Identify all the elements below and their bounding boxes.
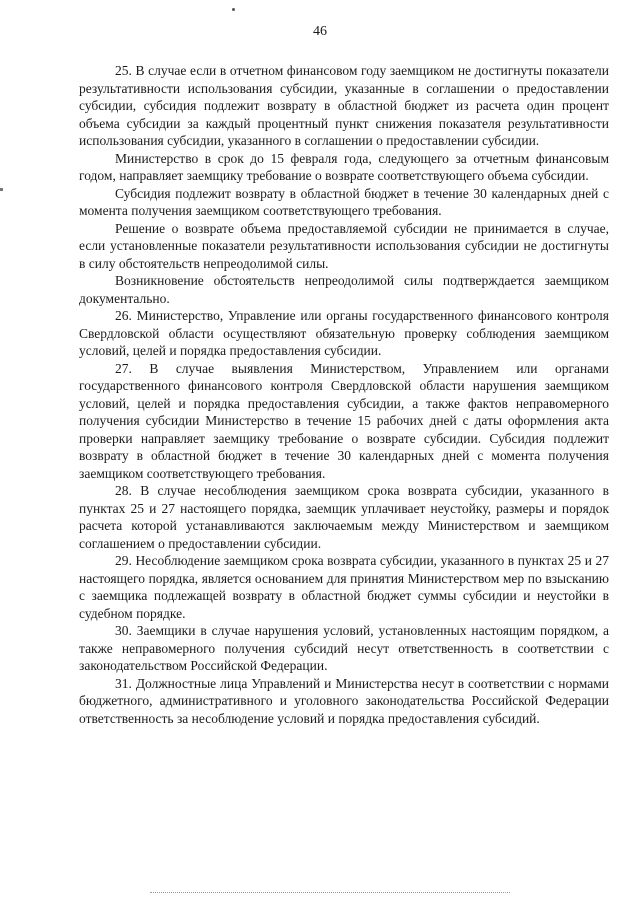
paragraph-27: 27. В случае выявления Министерством, Управлением или органами государственного финансового контроля Свердловской области нарушения заемщиком условий, целей и порядка предоставления субсидии, а также фактов неправомерного получения субсидии Министерство в течение 15 рабочих дней с даты оформления акта проверки направляет заемщику требование о возврате субсидии. Субсидия подлежит возврату в областной бюджет в течение 30 календарных дней с момента получения заемщиком соответствующего требования.: [79, 360, 609, 481]
paragraph-26: 26. Министерство, Управление или органы государственного финансового контроля Свердловской области осуществляют обязательную проверку соблюдения заемщиком условий, целей и порядка предоставления субсидии.: [79, 308, 609, 358]
paragraph-30: 30. Заемщики в случае нарушения условий, установленных настоящим порядком, а также неправомерного получения субсидий несут ответственность в соответствии с законодательством Российской Федерации.: [79, 623, 609, 673]
paragraph-25-deadline: Субсидия подлежит возврату в областной бюджет в течение 30 календарных дней с момента получения заемщиком соответствующего требования.: [79, 185, 609, 218]
scan-speck: [232, 8, 235, 11]
document-body: [79, 62, 609, 727]
paragraph-25-notice: Министерство в срок до 15 февраля года, следующего за отчетным финансовым годом, направляет заемщику требование о возврате соответствующего объема субсидии.: [79, 150, 609, 183]
paragraph-29: 29. Несоблюдение заемщиком срока возврата субсидии, указанного в пунктах 25 и 27 настоящего порядка, является основанием для принятия Министерством мер по взысканию с заемщика подлежащей возврату в областной бюджет суммы субсидии и неустойки в судебном порядке.: [79, 553, 609, 621]
paragraph-25-evidence: Возникновение обстоятельств непреодолимой силы подтверждается заемщиком документально.: [79, 273, 609, 306]
paragraph-25: 25. В случае если в отчетном финансовом году заемщиком не достигнуты показатели результативности использования субсидии, указанные в соглашении о предоставлении субсидии, субсидия подлежит возврату в областной бюджет из расчета один процент объема субсидии за каждый процентный пункт снижения показателя результативности использования субсидии, указанного в соглашении о предоставлении субсидии.: [79, 63, 609, 148]
scan-edge-mark: [150, 892, 510, 893]
paragraph-28: 28. В случае несоблюдения заемщиком срока возврата субсидии, указанного в пунктах 25 и 27 настоящего порядка, заемщик уплачивает неустойку, размеры и порядок расчета которой устанавливаются заключаемым между Министерством и заемщиком соглашением о предоставлении субсидии.: [79, 483, 609, 551]
page-number: 46: [313, 24, 327, 39]
paragraph-25-exception: Решение о возврате объема предоставляемой субсидии не принимается в случае, если установленные показатели результативности использования субсидии не достигнуты в силу обстоятельств непреодолимой силы.: [79, 220, 609, 271]
paragraph-31: 31. Должностные лица Управлений и Министерства несут в соответствии с нормами бюджетного, административного и уголовного законодательства Российской Федерации ответственность за несоблюдение условий и порядка предоставления субсидий.: [79, 675, 609, 726]
scan-speck: [0, 188, 3, 191]
